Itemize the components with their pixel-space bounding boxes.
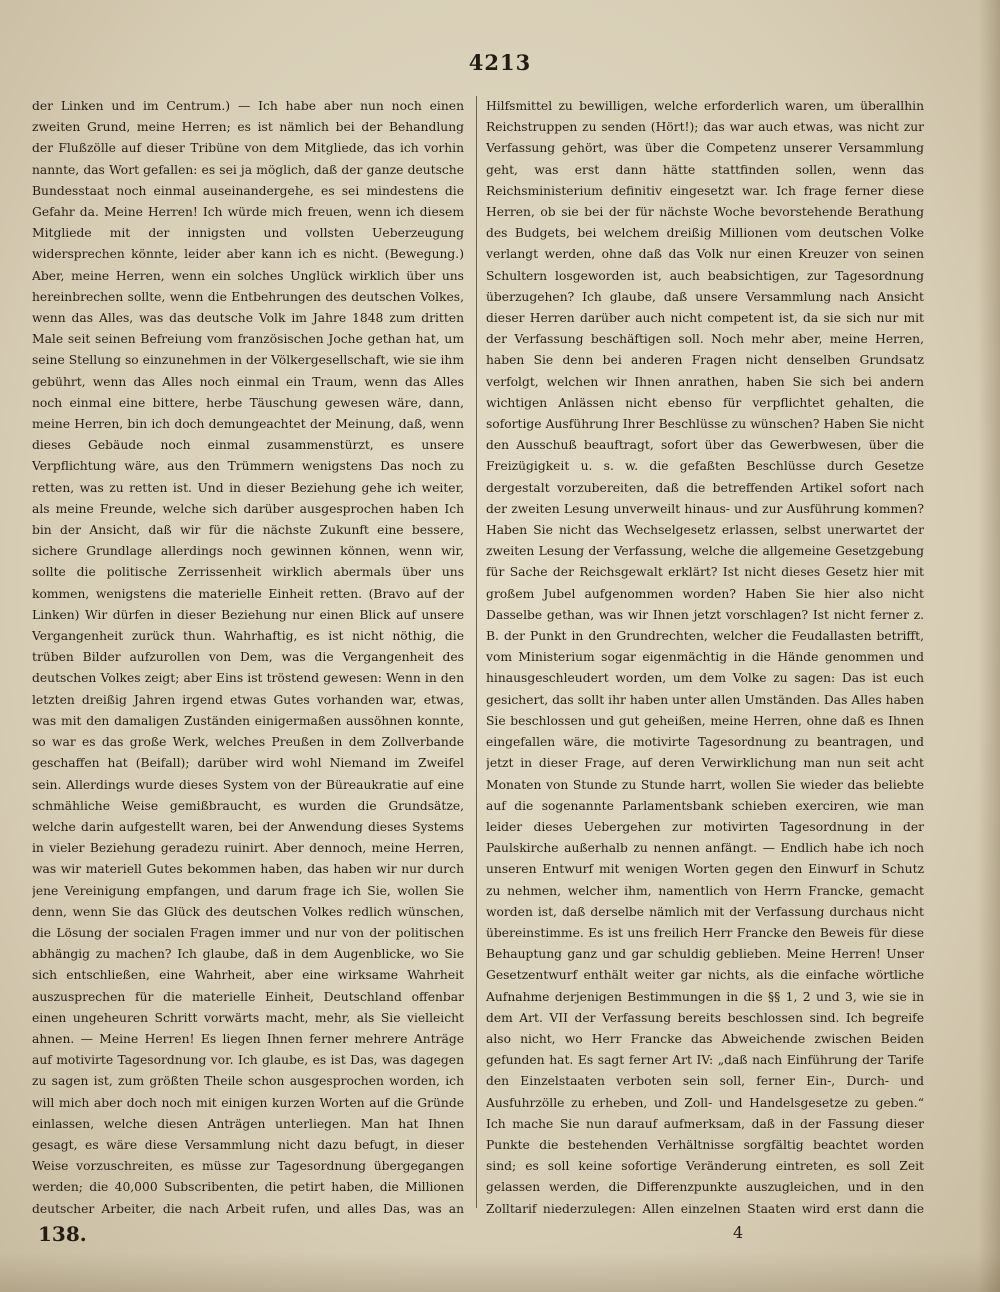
right-column-text: Hilfsmittel zu bewilligen, welche erforderlich waren, um überallhin Reichstruppen zu senden (Hört!); das war auch etwas, was nicht zur Verfassung gehört, was über die Competenz unserer Versammlung geht, was erst dann hätte stattfinden sollen, wenn das Reichsministerium definitiv eingesetzt war. Ich frage ferner diese Herren, ob sie bei der für nächste Woche bevorstehende Berathung des Budgets, bei welchem dreißig Millionen vom deutschen Volke verlangt werden, ohne daß das Volk nur einen Kreuzer von seinen Schultern losgeworden ist, auch beabsichtigen, zur Tagesordnung überzugehen? Ich glaube, daß unsere Versammlung nach Ansicht dieser Herren darüber auch nicht competent ist, da sie sich nur mit der Verfassung beschäftigen soll. Noch mehr aber, meine Herren, haben Sie denn bei anderen Fragen nicht denselben Grundsatz verfolgt, welchen wir Ihnen anrathen, haben Sie sich bei andern wichtigen Anlässen nicht ebenso für verpflichtet gehalten, die sofortige Ausführung Ihrer Beschlüsse zu wünschen? Haben Sie nicht den Ausschuß beauftragt, sofort über das Gewerbwesen, über die Freizügigkeit u. s. w. die gefaßten Beschlüsse durch Gesetze dergestalt vorzubereiten, daß die betreffenden Artikel sofort nach der zweiten Lesung unverweilt hinaus- und zur Ausführung kommen? Haben Sie nicht das Wechselgesetz erlassen, selbst unerwartet der zweiten Lesung der Verfassung, welche die allgemeine Gesetzgebung für Sache der Reichsgewalt erklärt? Ist nicht dieses Gesetz hier mit großem Jubel aufgenommen worden? Haben Sie hier also nicht Dasselbe gethan, was wir Ihnen jetzt vorschlagen? Ist nicht ferner z. B. der Punkt in den Grundrechten, welcher die Feudallasten betrifft, vom Ministerium sogar eigenmächtig in die Hände genommen und hinausgeschleudert worden, um dem Volke zu sagen: Das ist euch gesichert, das sollt ihr haben unter allen Umständen. Das Alles haben Sie beschlossen und gut geheißen, meine Herren, ohne daß es Ihnen eingefallen wäre, die motivirte Tagesordnung zu beantragen, und jetzt in dieser Frage, auf deren Verwirklichung man nun seit acht Monaten von Stunde zu Stunde harrt, wollen Sie wieder das beliebte auf die sogenannte Parlamentsbank schieben exerciren, wie man leider dieses Uebergehen zur motivirten Tagesordnung in der Paulskirche außerhalb zu nennen anfängt. — Endlich habe ich noch unseren Entwurf mit wenigen Worten gegen den Einwurf in Schutz zu nehmen, welcher ihm, namentlich von Herrn Francke, gemacht worden ist, daß derselbe nämlich mit der Verfassung durchaus nicht übereinstimme. Es ist uns freilich Herr Francke den Beweis für diese Behauptung ganz und gar schuldig geblieben. Meine Herren! Unser Gesetzentwurf enthält weiter gar nichts, als die einfache wörtliche Aufnahme derjenigen Bestimmungen in die §§ 1, 2 und 3, wie sie in dem Art. VII der Verfassung bereits beschlossen sind. Ich begreife also nicht, wo Herr Francke das Abweichende zwischen Beiden gefunden hat. Es sagt ferner Art IV: „daß nach Einführung der Tarife den Einzelstaaten verboten sein soll, ferner Ein-, Durch- und Ausfuhrzölle zu erheben, und Zoll- und Handelsgesetze zu geben.“ Ich mache Sie nun darauf aufmerksam, daß in der Fassung dieser Punkte die bestehenden Verhältnisse sorgfältig beachtet worden sind; es soll keine sofortige Veränderung eintreten, es soll Zeit gelassen werden, die Differenzpunkte auszugleichen, und in den Zolltarif niederzulegen: Allen einzelnen Staaten wird erst dann die xyxy=(486,99,924,1216)
footer-signature-mark: 138. xyxy=(38,1222,87,1246)
text-column-right xyxy=(486,96,924,1216)
left-column-text: der Linken und im Centrum.) — Ich habe aber nun noch einen zweiten Grund, meine Herren; es ist nämlich bei der Behandlung der Flußzölle auf dieser Tribüne von dem Mitgliede, das ich vorhin nannte, das Wort gefallen: es sei ja möglich, daß der ganze deutsche Bundesstaat noch einmal auseinandergehe, es sei mindestens die Gefahr da. Meine Herren! Ich würde mich freuen, wenn ich diesem Mitgliede mit der innigsten und vollsten Ueberzeugung widersprechen könnte, leider aber kann ich es nicht. (Bewegung.) Aber, meine Herren, wenn ein solches Unglück wirklich über uns hereinbrechen sollte, wenn die Entbehrungen des deutschen Volkes, wenn das Alles, was das deutsche Volk im Jahre 1848 zum dritten Male seit seinen Befreiung vom französischen Joche gethan hat, um seine Stellung so einzunehmen in der Völkergesellschaft, wie sie ihm gebührt, wenn das Alles noch einmal ein Traum, wenn das Alles noch einmal eine bittere, herbe Täuschung gewesen wäre, dann, meine Herren, bin ich doch demungeachtet der Meinung, daß, wenn dieses Gebäude noch einmal zusammenstürzt, es unsere Verpflichtung wäre, aus den Trümmern wenigstens Das noch zu retten, was zu retten ist. Und in dieser Beziehung gehe ich weiter, als meine Freunde, welche sich darüber ausgesprochen haben Ich bin der Ansicht, daß wir für die nächste Zukunft eine bessere, sichere Grundlage allerdings noch gewinnen können, wenn wir, sollte die politische Zerrissenheit wirklich abermals über uns kommen, wenigstens die materielle Einheit retten. (Bravo auf der Linken) Wir dürfen in dieser Beziehung nur einen Blick auf unsere Vergangenheit zurück thun. Wahrhaftig, es ist nicht nöthig, die trüben Bilder aufzurollen von Dem, was die Vergangenheit des deutschen Volkes zeigt; aber Eins ist tröstend gewesen: Wenn in den letzten dreißig Jahren irgend etwas Gutes vorhanden war, etwas, was mit den damaligen Zuständen einigermaßen aussöhnen konnte, so war es das große Werk, welches Preußen in dem Zollverbande geschaffen hat (Beifall); darüber wird wohl Niemand im Zweifel sein. Allerdings wurde dieses System von der Büreaukratie auf eine schmähliche Weise gemißbraucht, es wurden die Grundsätze, welche darin aufgestellt waren, bei der Anwendung dieses Systems in vieler Beziehung geradezu ruinirt. Aber dennoch, meine Herren, was wir materiell Gutes bekommen haben, das haben wir nur durch jene Vereinigung empfangen, und darum frage ich Sie, wollen Sie denn, wenn Sie das Glück des deutschen Volkes redlich wünschen, die Lösung der socialen Fragen immer und nur von der politischen abhängig zu machen? Ich glaube, daß in dem Augenblicke, wo Sie sich entschließen, eine Wahrheit, aber eine wirksame Wahrheit auszusprechen für die materielle Einheit, Deutschland offenbar einen ungeheuren Schritt vorwärts macht, mehr, als Sie vielleicht ahnen. — Meine Herren! Es liegen Ihnen ferner mehrere Anträge auf motivirte Tagesordnung vor. Ich glaube, es ist Das, was dagegen zu sagen ist, zum größten Theile schon ausgesprochen worden, ich will mich aber doch noch mit einigen kurzen Worten auf die Gründe einlassen, welche diesen Anträgen unterliegen. Man hat Ihnen gesagt, es wäre diese Versammlung nicht dazu befugt, in dieser Weise vorzuschreiten, es müsse zur Tagesordnung übergegangen werden; die 40,000 Subscribenten, die petirt haben, die Millionen deutscher Arbeiter, die nach Arbeit rufen, und alles Das, was an xyxy=(32,99,464,1216)
page-edge-shading-right xyxy=(978,0,1000,1292)
page-edge-shading-bottom xyxy=(0,1252,1000,1292)
text-column-left xyxy=(32,96,464,1216)
page-number: 4213 xyxy=(468,50,532,75)
footer-number: 4 xyxy=(733,1223,744,1242)
column-separator xyxy=(476,96,477,1208)
